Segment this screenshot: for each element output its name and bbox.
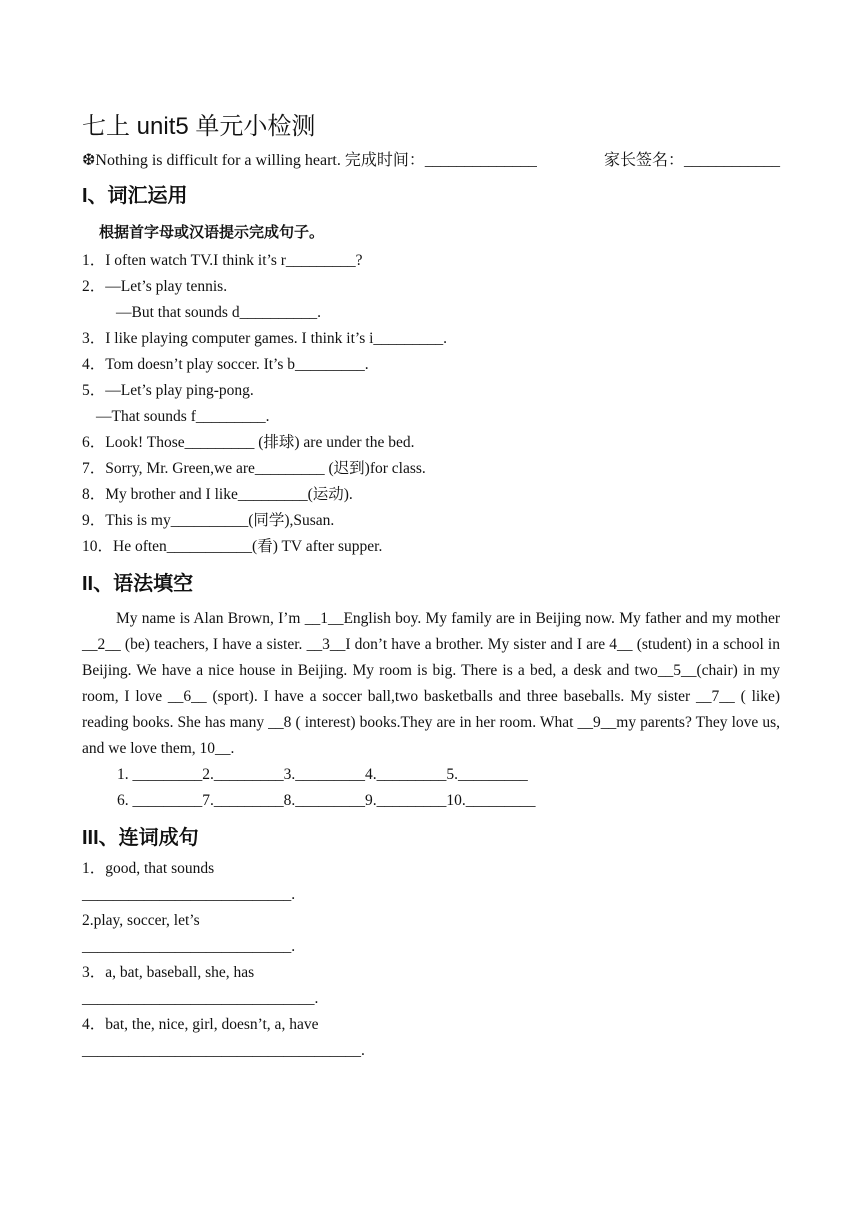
worksheet: [82, 110, 780, 1064]
answer-row-2: 6. _________7._________8._________9._________10._________: [117, 792, 536, 809]
answer-line-1: ___________________________.: [82, 886, 296, 903]
question-7: 7．Sorry, Mr. Green,we are_________ (迟到)for class.: [82, 460, 426, 477]
question-6: 6．Look! Those_________ (排球) are under the bed.: [82, 434, 415, 451]
answer-line-2: ___________________________.: [82, 938, 296, 955]
motto-line: [82, 150, 780, 172]
question-2-reply: —But that sounds d__________.: [116, 304, 321, 321]
sentence-prompt-1: 1．good, that sounds: [82, 860, 215, 877]
section-3-questions: [82, 856, 780, 1064]
section-1-questions: [82, 248, 780, 560]
sentence-prompt-2: 2.play, soccer, let’s: [82, 912, 200, 929]
question-1: 1．I often watch TV.I think it’s r_________?: [82, 252, 363, 269]
page-title: 七上 unit5 单元小检测: [82, 113, 316, 140]
answer-row-1: 1. _________2._________3._________4._________5._________: [117, 766, 528, 783]
sentence-prompt-4: 4．bat, the, nice, girl, doesn’t, a, have: [82, 1016, 319, 1033]
section-1-instruction: 根据首字母或汉语提示完成句子。: [99, 224, 325, 241]
question-8: 8．My brother and I like_________(运动).: [82, 486, 353, 503]
question-5-reply: —That sounds f_________.: [96, 408, 270, 425]
question-5: 5．—Let’s play ping-pong.: [82, 382, 254, 399]
parent-signature: 家长签名：____________: [603, 152, 780, 169]
question-2: 2．—Let’s play tennis.: [82, 278, 228, 295]
answer-line-3: ______________________________.: [82, 990, 319, 1007]
question-10: 10．He often___________(看) TV after supper.: [82, 538, 383, 555]
section-1-heading: I、词汇运用: [82, 185, 188, 207]
question-9: 9．This is my__________(同学),Susan.: [82, 512, 335, 529]
question-4: 4．Tom doesn’t play soccer. It’s b_________.: [82, 356, 369, 373]
sentence-prompt-3: 3．a, bat, baseball, she, has: [82, 964, 255, 981]
question-3: 3．I like playing computer games. I think it’s i_________.: [82, 330, 448, 347]
grammar-passage: My name is Alan Brown, I’m __1__English boy. My family are in Beijing now. My father and my mother __2__ (be) teachers, I have a sister. __3__I don’t have a brother. My sister and I are 4__ (student) in a school in Beijing. We have a nice house in Beijing. My room is big. There is a bed, a desk and two__5__(chair) in my room, I love __6__ (sport). I have a soccer ball,two basketballs and three baseballs. My sister __7__ ( like) reading books. She has many __8 ( interest) books.They are in her room. What __9__my parents? They love us, and we love them, 10__.: [82, 610, 780, 757]
section-3-heading: III、连词成句: [82, 827, 199, 849]
section-2-heading: II、语法填空: [82, 573, 194, 595]
answer-line-4: ____________________________________.: [82, 1042, 365, 1059]
motto-text: ❆Nothing is difficult for a willing heart. 完成时间：______________: [82, 152, 537, 169]
